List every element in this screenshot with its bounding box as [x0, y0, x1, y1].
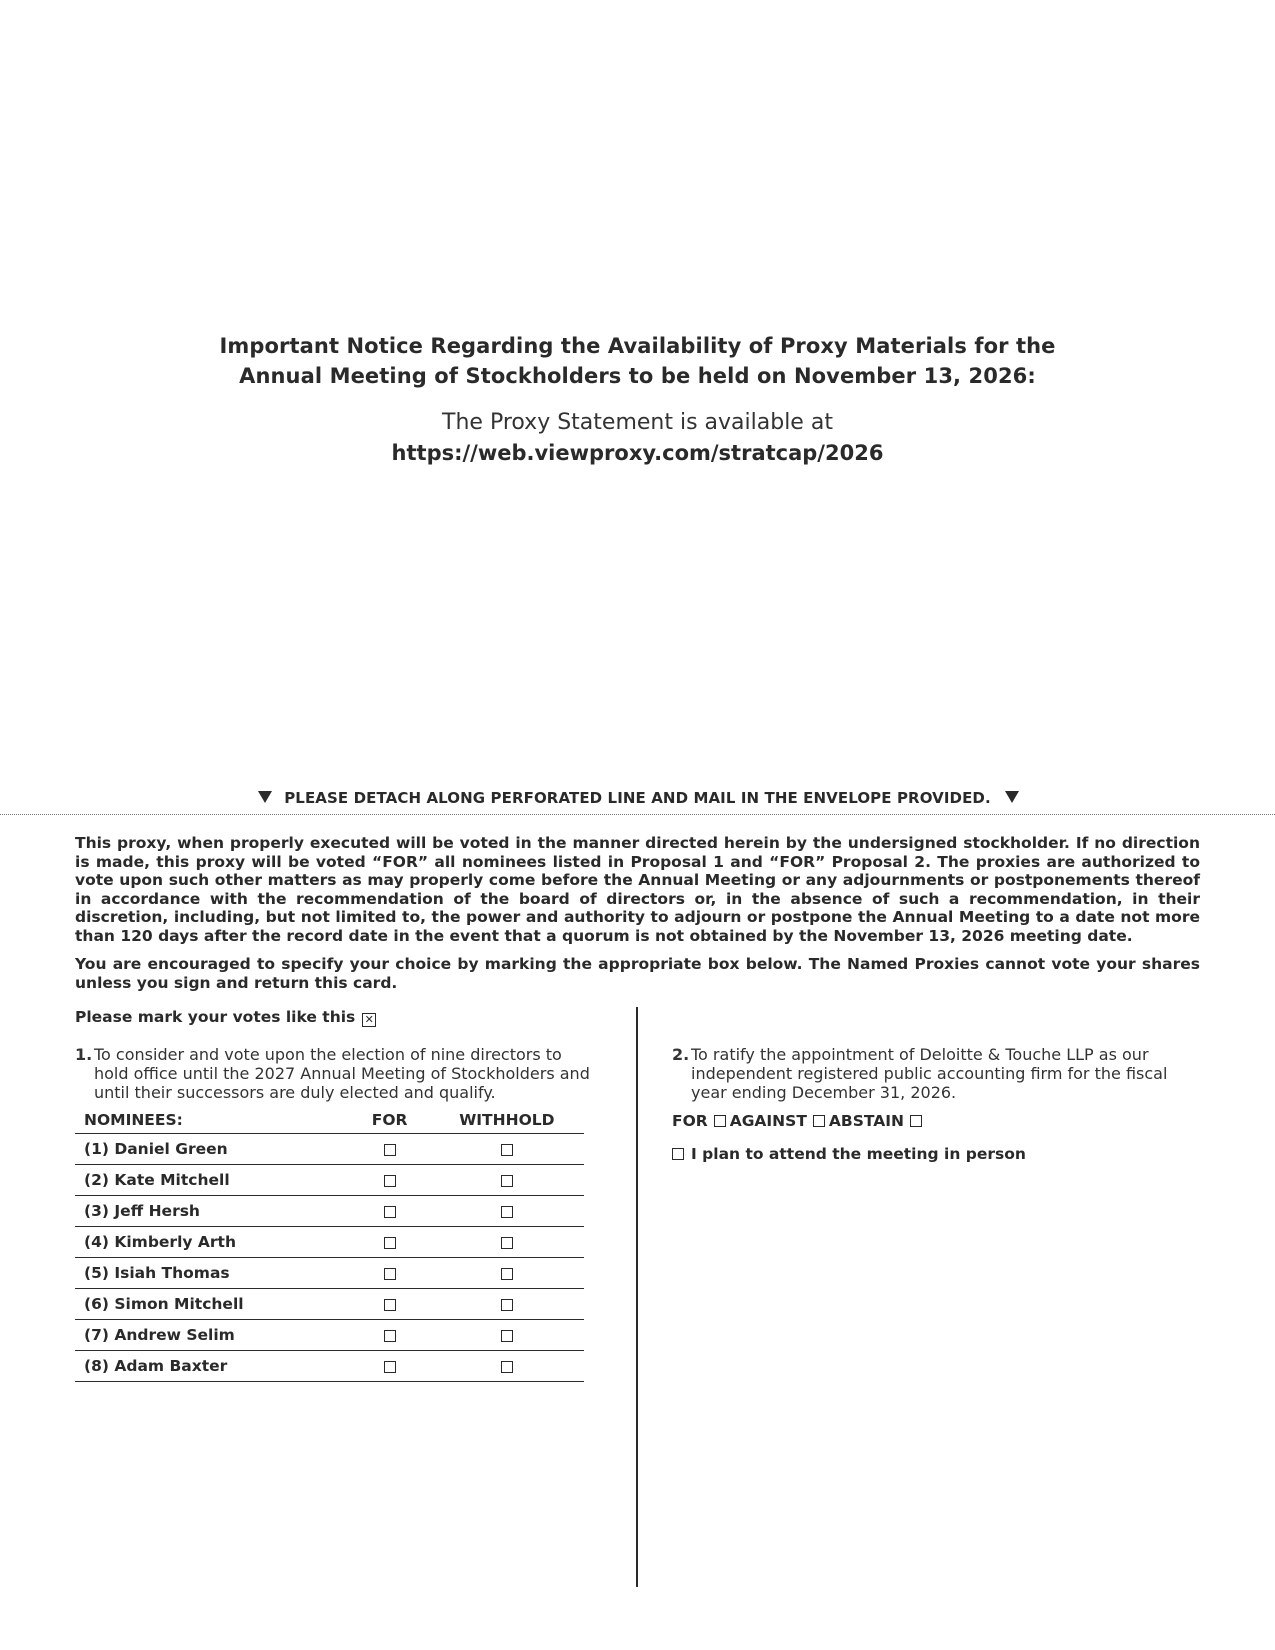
withhold-checkbox[interactable] [501, 1237, 513, 1249]
nominees-table [75, 1107, 584, 1382]
nominee-name: (8) Adam Baxter [75, 1351, 350, 1382]
notice-title-line-1: Important Notice Regarding the Availability of Proxy Materials for the [219, 334, 1056, 358]
for-header: FOR [350, 1107, 430, 1134]
table-row [75, 1196, 584, 1227]
for-checkbox[interactable] [384, 1330, 396, 1342]
checked-box-icon: ✕ [362, 1013, 376, 1027]
notice-title-line-2: Annual Meeting of Stockholders to be held on November 13, 2026: [239, 364, 1036, 388]
table-row [75, 1165, 584, 1196]
abstain-checkbox[interactable] [910, 1115, 922, 1127]
for-checkbox[interactable] [384, 1144, 396, 1156]
mark-votes-label: Please mark your votes like this [75, 1008, 356, 1026]
proposal-1-number: 1. [75, 1045, 93, 1064]
proxy-statement-url[interactable]: https://web.viewproxy.com/stratcap/2026 [391, 441, 884, 465]
withhold-checkbox[interactable] [501, 1361, 513, 1373]
for-checkbox[interactable] [384, 1361, 396, 1373]
withhold-checkbox[interactable] [501, 1175, 513, 1187]
nominee-name: (4) Kimberly Arth [75, 1227, 350, 1258]
abstain-label: ABSTAIN [828, 1112, 904, 1130]
withhold-checkbox[interactable] [501, 1299, 513, 1311]
availability-notice [0, 331, 1275, 468]
nominee-name: (7) Andrew Selim [75, 1320, 350, 1351]
table-row [75, 1227, 584, 1258]
proposal-1 [75, 1045, 595, 1102]
attend-in-person-option [672, 1145, 1026, 1163]
withhold-checkbox[interactable] [501, 1268, 513, 1280]
table-row [75, 1289, 584, 1320]
detach-instruction [0, 786, 1275, 810]
notice-subtitle: The Proxy Statement is available at [442, 410, 833, 435]
nominee-name: (6) Simon Mitchell [75, 1289, 350, 1320]
withhold-checkbox[interactable] [501, 1206, 513, 1218]
proposal-2-vote-options [672, 1112, 926, 1130]
mark-votes-example [75, 1008, 376, 1027]
nominees-header: NOMINEES: [75, 1107, 350, 1134]
for-label: FOR [672, 1112, 708, 1130]
table-row [75, 1134, 584, 1165]
attend-checkbox[interactable] [672, 1148, 684, 1160]
for-checkbox[interactable] [384, 1175, 396, 1187]
nominee-name: (5) Isiah Thomas [75, 1258, 350, 1289]
attend-label: I plan to attend the meeting in person [691, 1145, 1026, 1163]
table-row [75, 1351, 584, 1382]
for-checkbox[interactable] [384, 1268, 396, 1280]
for-checkbox[interactable] [384, 1237, 396, 1249]
withhold-header: WITHHOLD [430, 1107, 584, 1134]
perforated-line [0, 814, 1275, 815]
against-checkbox[interactable] [813, 1115, 825, 1127]
nominees-header-row [75, 1107, 584, 1134]
for-checkbox[interactable] [384, 1299, 396, 1311]
proposal-2-text: To ratify the appointment of Deloitte & Touche LLP as our independent registered public accounting firm for the fiscal year ending December 31, 2026. [691, 1045, 1168, 1102]
proxy-instructions: This proxy, when properly executed will be voted in the manner directed herein by the undersigned stockholder. If no direction is made, this proxy will be voted “FOR” all nominees listed in Proposal 1 and “FOR” Proposal 2. The proxies are authorized to vote upon such other matters as may properly come before the Annual Meeting or any adjournments or postponements thereof in accordance with the recommendation of the board of directors or, in the absence of such a recommendation, in their discretion, including, but not limited to, the power and authority to adjourn or postpone the Annual Meeting to a date not more than 120 days after the record date in the event that a quorum is not obtained by the November 13, 2026 meeting date. [75, 834, 1200, 945]
proposal-1-text: To consider and vote upon the election of nine directors to hold office until the 2027 Annual Meeting of Stockholders and until their successors are duly elected and qualify. [94, 1045, 590, 1102]
against-label: AGAINST [729, 1112, 807, 1130]
nominee-name: (2) Kate Mitchell [75, 1165, 350, 1196]
withhold-checkbox[interactable] [501, 1330, 513, 1342]
proposal-2-number: 2. [672, 1045, 690, 1064]
withhold-checkbox[interactable] [501, 1144, 513, 1156]
for-checkbox[interactable] [714, 1115, 726, 1127]
down-arrow-icon [1005, 791, 1019, 803]
table-row [75, 1258, 584, 1289]
proposal-2 [672, 1045, 1192, 1102]
encouragement-text: You are encouraged to specify your choice by marking the appropriate box below. The Named Proxies cannot vote your shares unless you sign and return this card. [75, 955, 1200, 992]
column-divider [636, 1007, 638, 1587]
for-checkbox[interactable] [384, 1206, 396, 1218]
nominee-name: (1) Daniel Green [75, 1134, 350, 1165]
detach-text: PLEASE DETACH ALONG PERFORATED LINE AND MAIL IN THE ENVELOPE PROVIDED. [284, 789, 991, 807]
nominee-name: (3) Jeff Hersh [75, 1196, 350, 1227]
table-row [75, 1320, 584, 1351]
